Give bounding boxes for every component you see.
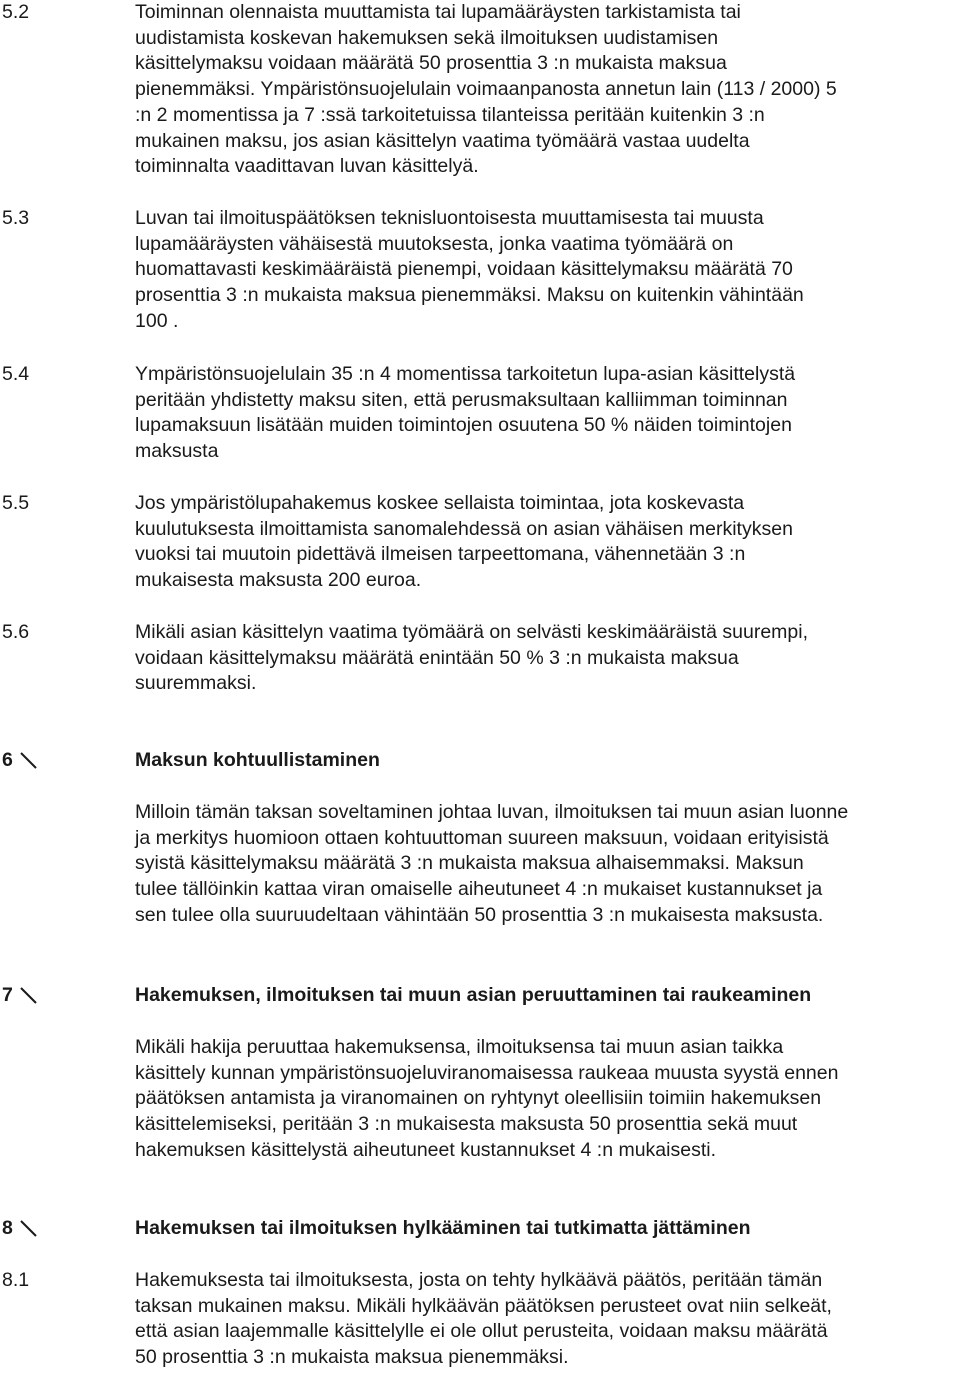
text-line: Hakemuksesta tai ilmoituksesta, josta on tehty hylkäävä päätös, peritään tämän <box>135 1269 823 1291</box>
text-line: prosenttia 3 :n mukaista maksua pienemmäksi. Maksu on kuitenkin vähintään <box>135 284 804 307</box>
section-title: Maksun kohtuullistaminen <box>135 749 380 771</box>
section-text <box>135 1035 960 1164</box>
text-line: Luvan tai ilmoituspäätöksen teknisluontoisesta muuttamisesta tai muusta <box>135 207 764 229</box>
text-line: että asian laajemmalle käsittelylle ei ole ollut perusteita, voidaan maksu määrätä <box>135 1320 828 1343</box>
clause-text <box>135 362 960 465</box>
section-number <box>2 1216 37 1242</box>
text-line: käsittelymaksu voidaan määrätä 50 prosenttia 3 :n mukaista maksua <box>135 52 727 75</box>
section-number-text: 6 <box>2 749 13 771</box>
section-sign-icon <box>20 1220 37 1237</box>
text-line: hakemuksen käsittelystä aiheutuneet kustannukset 4 :n mukaisesti. <box>135 1138 716 1161</box>
clause-number: 5.3 <box>2 207 30 229</box>
text-line: Mikäli hakija peruuttaa hakemuksensa, ilmoituksensa tai muun asian taikka <box>135 1036 784 1058</box>
text-line: 50 prosenttia 3 :n mukaista maksua pienemmäksi. <box>135 1346 569 1369</box>
text-line: tulee tällöinkin kattaa viran omaiselle aiheutuneet 4 :n mukaiset kustannukset ja <box>135 878 823 901</box>
section-sign-icon <box>20 987 37 1004</box>
text-line: toiminnalta vaadittavan luvan käsittelyä. <box>135 155 479 178</box>
section-number-text: 8 <box>2 1217 13 1239</box>
section-number <box>2 748 37 774</box>
section-sign-icon <box>20 752 37 769</box>
text-line: taksan mukainen maksu. Mikäli hylkäävän päätöksen perusteet ovat niin selkeät, <box>135 1294 832 1317</box>
text-line: päätöksen antamista ja viranomainen on ryhtynyt oleellisiin toimiin hakemuksen <box>135 1087 822 1110</box>
text-line: sen tulee olla suuruudeltaan vähintään 50 prosenttia 3 :n mukaisesta maksusta. <box>135 903 824 926</box>
text-line: syistä käsittelymaksu määrätä 3 :n mukaista maksua alhaisemmaksi. Maksun <box>135 852 804 875</box>
clause-text <box>135 1268 960 1371</box>
text-line: Ympäristönsuojelulain 35 :n 4 momentissa tarkoitetun lupa-asian käsittelystä <box>135 363 796 385</box>
text-line: käsittelemiseksi, peritään 3 :n mukaisesta maksusta 50 prosenttia sekä muut <box>135 1113 798 1136</box>
section-number <box>2 983 37 1009</box>
text-line: mukaisesta maksusta 200 euroa. <box>135 569 422 592</box>
text-line: maksusta <box>135 440 219 463</box>
text-line: peritään yhdistetty maksu siten, että perusmaksultaan kalliimman toiminnan <box>135 388 788 411</box>
clause-text <box>135 206 960 335</box>
clause-number: 8.1 <box>2 1269 30 1291</box>
text-line: Mikäli asian käsittelyn vaatima työmäärä on selvästi keskimääräistä suurempi, <box>135 621 809 643</box>
text-line: lupamääräysten vähäisestä muutoksesta, jonka vaatima työmäärä on <box>135 232 734 255</box>
text-line: :n 2 momentissa ja 7 :ssä tarkoitetuissa tilanteissa peritään kuitenkin 3 :n <box>135 103 765 126</box>
clause-number: 5.6 <box>2 621 30 643</box>
section-title: Hakemuksen tai ilmoituksen hylkääminen tai tutkimatta jättäminen <box>135 1217 751 1239</box>
clause-number: 5.5 <box>2 492 30 514</box>
text-line: Toiminnan olennaista muuttamista tai lupamääräysten tarkistamista tai <box>135 1 741 23</box>
text-line: 100 . <box>135 309 179 332</box>
text-line: suuremmaksi. <box>135 672 257 695</box>
text-line: Jos ympäristölupahakemus koskee sellaista toimintaa, jota koskevasta <box>135 492 745 514</box>
text-line: voidaan käsittelymaksu määrätä enintään 50 % 3 :n mukaista maksua <box>135 646 739 669</box>
clause-number: 5.2 <box>2 1 30 23</box>
clause-text <box>135 620 960 697</box>
text-line: uudistamista koskevan hakemuksen sekä ilmoituksen uudistamisen <box>135 26 719 49</box>
clause-text <box>135 491 960 594</box>
text-line: ja merkitys huomioon ottaen kohtuuttoman suureen maksuun, voidaan erityisistä <box>135 826 829 849</box>
text-line: kuulutuksesta ilmoittamista sanomalehdessä on asian vähäisen merkityksen <box>135 517 793 540</box>
text-line: mukainen maksu, jos asian käsittelyn vaatima työmäärä vastaa uudelta <box>135 129 750 152</box>
clause-number: 5.4 <box>2 363 30 385</box>
text-line: huomattavasti keskimääräistä pienempi, voidaan käsittelymaksu määrätä 70 <box>135 258 793 281</box>
section-title: Hakemuksen, ilmoituksen tai muun asian peruuttaminen tai raukeaminen <box>135 984 812 1006</box>
text-line: vuoksi tai muutoin pidettävä ilmeisen tarpeettomana, vähennetään 3 :n <box>135 543 746 566</box>
text-line: lupamaksuun lisätään muiden toimintojen osuutena 50 % näiden toimintojen <box>135 414 792 437</box>
clause-text <box>135 0 960 180</box>
text-line: pienemmäksi. Ympäristönsuojelulain voimaanpanosta annetun lain (113 / 2000) 5 <box>135 78 837 101</box>
text-line: Milloin tämän taksan soveltaminen johtaa luvan, ilmoituksen tai muun asian luonne <box>135 801 849 823</box>
section-text <box>135 800 960 929</box>
text-line: käsittely kunnan ympäristönsuojeluviranomaisessa raukeaa muusta syystä ennen <box>135 1061 839 1084</box>
section-number-text: 7 <box>2 984 13 1006</box>
